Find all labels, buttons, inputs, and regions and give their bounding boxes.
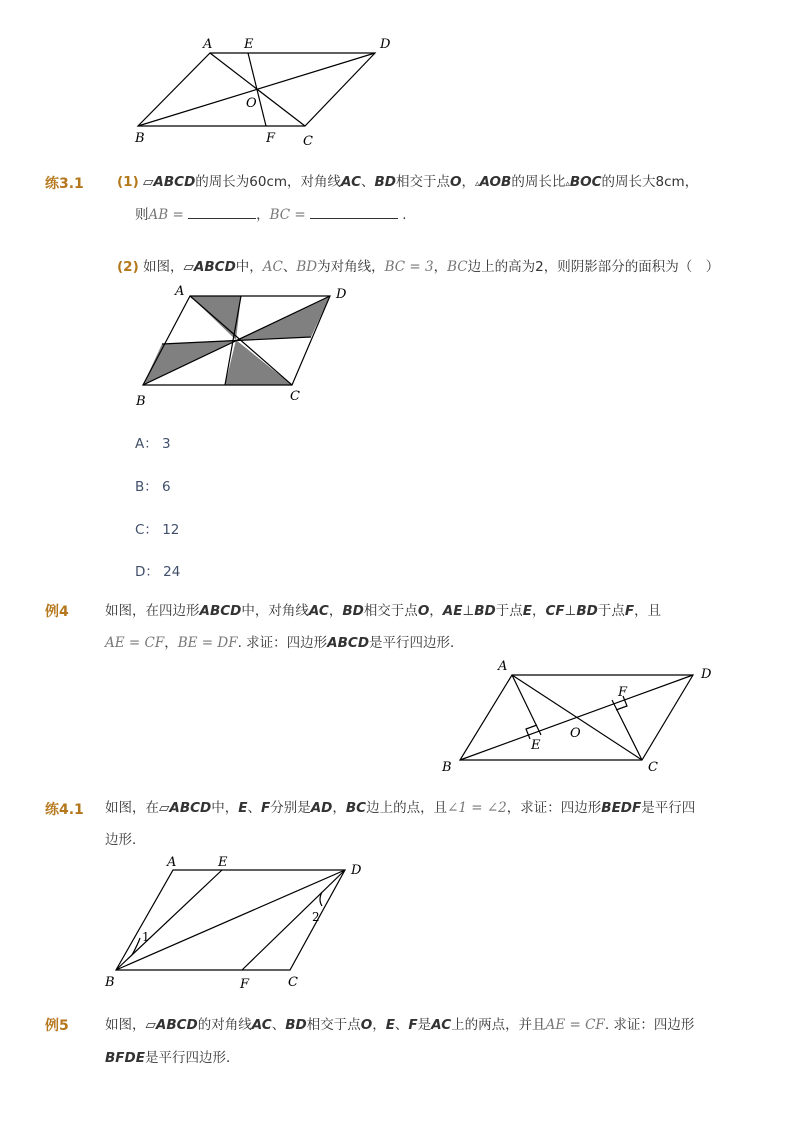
- label-B: B: [136, 394, 146, 409]
- label-D: D: [701, 667, 712, 682]
- label-A: A: [167, 855, 177, 870]
- example-tag-5: 例5: [45, 1018, 69, 1034]
- example-5-line1: 如图，▱ABCD的对角线AC、BD相交于点O，E、F是AC上的两点，并且AE = CF. 求证：四边形: [105, 1017, 695, 1033]
- label-A: A: [175, 284, 185, 299]
- label-C: C: [648, 760, 658, 775]
- label-F: F: [618, 685, 628, 700]
- label-E: E: [531, 738, 541, 753]
- choice-b[interactable]: B： 6: [135, 479, 171, 495]
- label-F: F: [240, 977, 250, 992]
- choice-d[interactable]: D： 24: [135, 564, 181, 580]
- label-F: F: [266, 131, 276, 146]
- label-B: B: [442, 760, 452, 775]
- label-O: O: [570, 726, 581, 741]
- label-C: C: [288, 975, 298, 990]
- label-E: E: [244, 37, 254, 52]
- example-5-line2: BFDE是平行四边形．: [105, 1050, 240, 1066]
- label-O: O: [246, 96, 257, 111]
- label-C: C: [303, 134, 313, 149]
- label-C: C: [290, 389, 300, 404]
- label-A: A: [498, 659, 508, 674]
- label-E: E: [218, 855, 228, 870]
- exercise-4-1-line2: 边形．: [105, 832, 146, 848]
- exercise-3-1-part2-question: (2) 如图，▱ABCD中，AC、BD为对角线，BC = 3，BC边上的高为2，则阴影部分的面积为（ ）: [117, 259, 720, 275]
- exercise-3-1-part1-line1: (1) ▱ABCD的周长为60cm，对角线AC、BD相交于点O，▵AOB的周长比▵BOC的周长大8cm，: [117, 174, 699, 190]
- label-B: B: [135, 131, 145, 146]
- label-D: D: [336, 287, 347, 302]
- exercise-4-1-line1: 如图，在▱ABCD中，E、F分别是AD，BC边上的点，且∠1 = ∠2，求证：四边形BEDF是平行四: [105, 800, 696, 816]
- exercise-tag-4-1: 练4.1: [45, 802, 84, 818]
- exercise-3-1-part1-line2: 则AB = ，BC = .: [135, 204, 407, 225]
- label-angle-2: 2: [312, 910, 320, 924]
- example-tag-4: 例4: [45, 604, 69, 620]
- example-4-line2: AE = CF，BE = DF. 求证：四边形ABCD是平行四边形．: [105, 635, 464, 651]
- label-D: D: [380, 37, 391, 52]
- choice-c[interactable]: C： 12: [135, 522, 180, 538]
- label-D: D: [351, 863, 362, 878]
- exercise-tag-3-1: 练3.1: [45, 176, 84, 192]
- choice-a[interactable]: A： 3: [135, 436, 171, 452]
- label-A: A: [203, 37, 213, 52]
- example-4-line1: 如图，在四边形ABCD中，对角线AC，BD相交于点O，AE⊥BD于点E，CF⊥BD于点F，且: [105, 603, 662, 619]
- label-angle-1: 1: [142, 930, 150, 944]
- label-B: B: [105, 975, 115, 990]
